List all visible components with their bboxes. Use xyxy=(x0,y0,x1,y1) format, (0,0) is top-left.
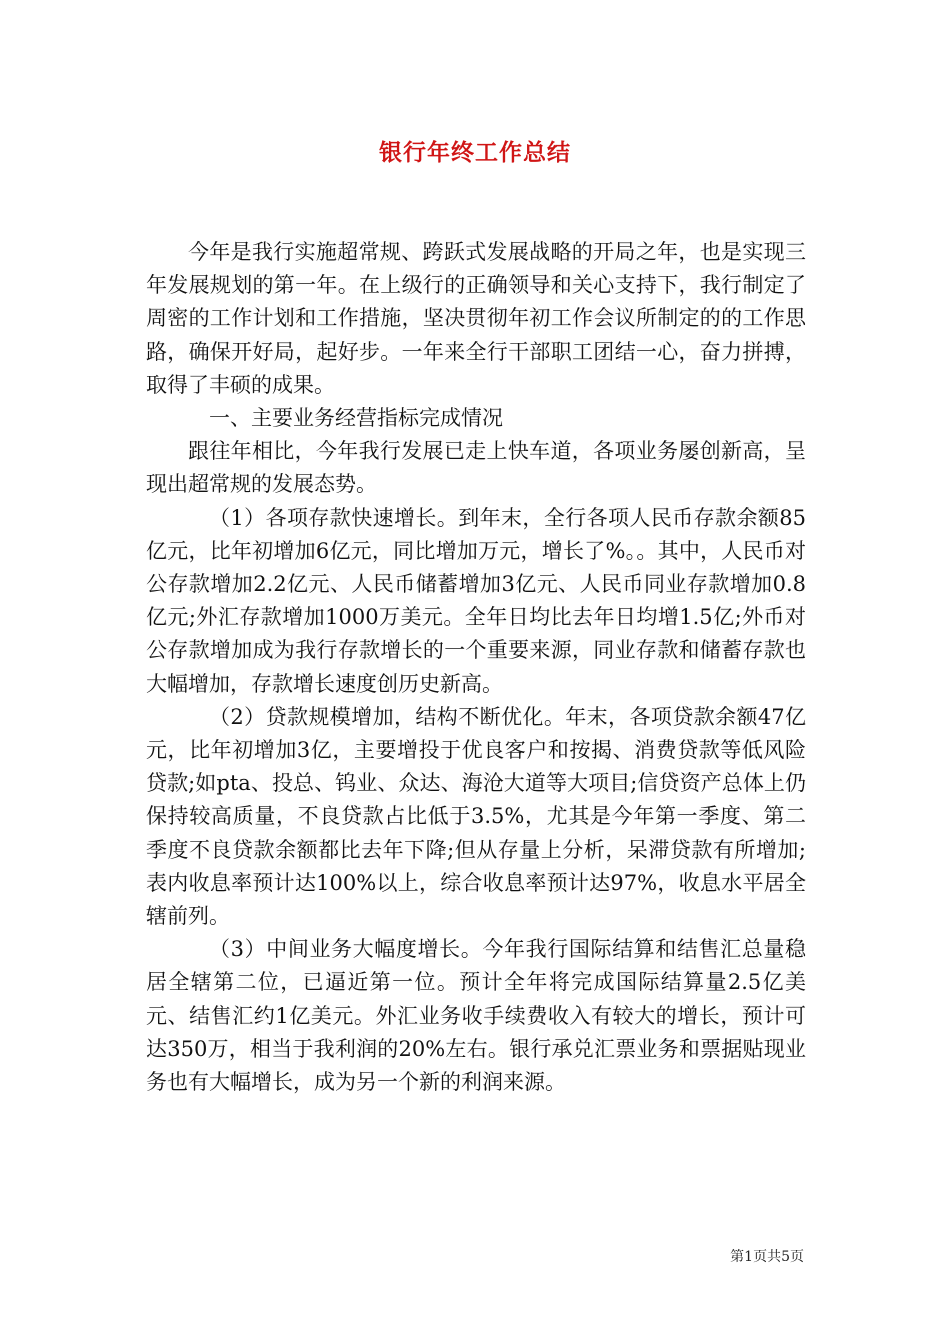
paragraph-intermediate-business: （3）中间业务大幅度增长。今年我行国际结算和结售汇总量稳居全辖第二位，已逼近第一位。预计全年将完成国际结算量2.5亿美元、结售汇约1亿美元。外汇业务收手续费收入有较大的增长，预计可达350万，相当于我利润的20%左右。银行承兑汇票业务和票据贴现业务也有大幅增长，成为另一个新的利润来源。 xyxy=(146,937,806,1095)
section-heading: 一、主要业务经营指标完成情况 xyxy=(209,406,503,431)
document-title: 银行年终工作总结 xyxy=(379,139,571,166)
paragraph-intro: 今年是我行实施超常规、跨跃式发展战略的开局之年，也是实现三年发展规划的第一年。在上级行的正确领导和关心支持下，我行制定了周密的工作计划和工作措施，坚决贯彻年初工作会议所制定的的工作思路，确保开好局，起好步。一年来全行干部职工团结一心，奋力拼搏，取得了丰硕的成果。 xyxy=(146,240,806,397)
paragraph-deposits: （1）各项存款快速增长。到年末，全行各项人民币存款余额85亿元，比年初增加6亿元，同比增加万元，增长了%。。其中，人民币对公存款增加2.2亿元、人民币储蓄增加3亿元、人民币同业存款增加0.8亿元;外汇存款增加1000万美元。全年日均比去年日均增1.5亿;外币对公存款增加成为我行存款增长的一个重要来源，同业存款和储蓄存款也大幅增加，存款增长速度创历史新高。 xyxy=(146,505,806,696)
paragraph-loans: （2）贷款规模增加，结构不断优化。年末，各项贷款余额47亿元，比年初增加3亿，主要增投于优良客户和按揭、消费贷款等低风险贷款;如pta、投总、钨业、众达、海沧大道等大项目;信贷资产总体上仍保持较高质量，不良贷款占比低于3.5%，尤其是今年第一季度、第二季度不良贷款余额都比去年下降;但从存量上分析，呆滞贷款有所增加;表内收息率预计达100%以上，综合收息率预计达97%，收息水平居全辖前列。 xyxy=(146,704,806,929)
page-number: 第1页共5页 xyxy=(730,1249,804,1265)
paragraph-overview: 跟往年相比，今年我行发展已走上快车道，各项业务屡创新高，呈现出超常规的发展态势。 xyxy=(146,439,806,497)
document-body xyxy=(146,236,806,1099)
